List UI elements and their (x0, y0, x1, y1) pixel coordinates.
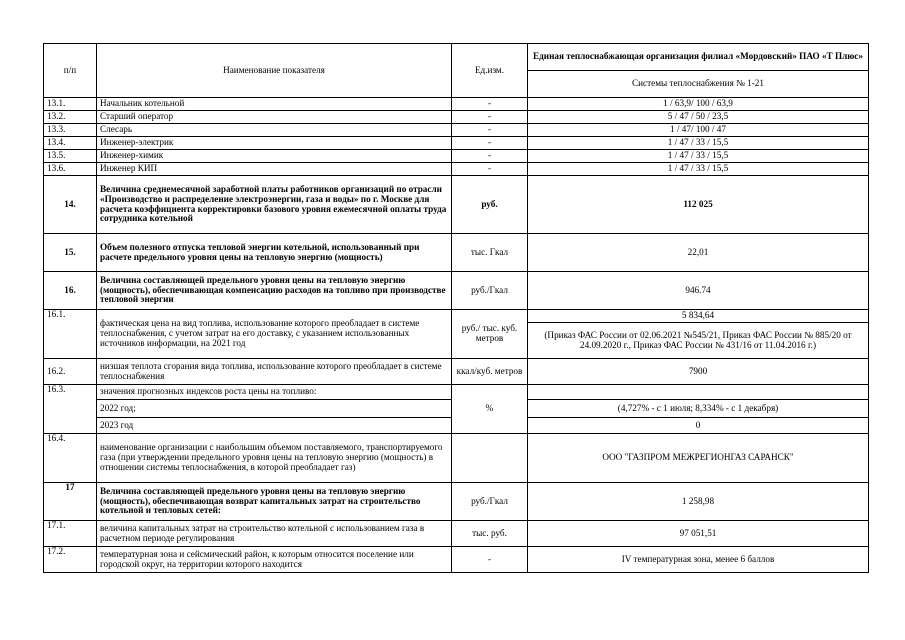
table-row (44, 310, 869, 323)
row-name: Начальник котельной (97, 98, 452, 111)
table-row (44, 434, 869, 483)
table-row (44, 483, 869, 521)
row-unit: - (452, 124, 528, 137)
table-row (44, 111, 869, 124)
row-value: 5 834,64 (528, 310, 869, 323)
row-unit: тыс. руб. (452, 521, 528, 547)
row-unit: - (452, 98, 528, 111)
row-unit: - (452, 150, 528, 163)
header-row (44, 44, 869, 71)
row-value-note: (Приказ ФАС России от 02.06.2021 №545/21, Приказ ФАС России № 885/20 от 24.09.2020 г., Приказ ФАС России № 431/16 от 11.04.2016 г.) (528, 323, 869, 359)
row-num: 16.3. (44, 385, 97, 434)
row-unit: - (452, 547, 528, 573)
table-row (44, 359, 869, 385)
row-value: 1 / 47 / 33 / 15,5 (528, 150, 869, 163)
row-num: 16.1. (44, 310, 97, 359)
row-name: величина капитальных затрат на строительство котельной с использованием газа в расчетном периоде регулирования (97, 521, 452, 547)
row-value: 22,01 (528, 234, 869, 272)
row-name: фактическая цена на вид топлива, использование которого преобладает в системе теплоснабжения, с учетом затрат на его доставку, с указанием использованных источников информации, на 2021 год (97, 310, 452, 359)
row-num: 13.5. (44, 150, 97, 163)
row-unit: руб./Гкал (452, 272, 528, 310)
row-value: 0 (528, 418, 869, 434)
table-row (44, 137, 869, 150)
row-value: 112 025 (528, 176, 869, 234)
row-name: Инженер-электрик (97, 137, 452, 150)
row-name: 2022 год; (97, 400, 452, 418)
row-name: Старший оператор (97, 111, 452, 124)
row-unit: ккал/куб. метров (452, 359, 528, 385)
table-row (44, 98, 869, 111)
table-row (44, 547, 869, 573)
row-name: Величина среднемесячной заработной платы работников организаций по отрасли «Производство и распределение электроэнергии, газа и воды» по г. Москве для расчета коэффициента корректировки базового уровня ежемесячной оплаты труда сотрудника котельной (97, 176, 452, 234)
row-unit: - (452, 163, 528, 176)
row-num: 17.2. (44, 547, 97, 573)
row-num: 16.2. (44, 359, 97, 385)
row-unit: руб./Гкал (452, 483, 528, 521)
row-num: 13.2. (44, 111, 97, 124)
row-num: 16.4. (44, 434, 97, 483)
row-num: 13.1. (44, 98, 97, 111)
row-name: наименование организации с наибольшим объемом поставляемого, транспортируемого газа (при утверждении предельного уровня цены на тепловую энергию (мощность) в отношении системы теплоснабжения, в которой преобладает газ) (97, 434, 452, 483)
row-num: 16. (44, 272, 97, 310)
table-row (44, 176, 869, 234)
header-organization: Единая теплоснабжающая организация филиал «Мордовский» ПАО «Т Плюс» (528, 44, 869, 71)
row-value: 97 051,51 (528, 521, 869, 547)
row-unit: руб. (452, 176, 528, 234)
row-name: Инженер КИП (97, 163, 452, 176)
header-systems: Системы теплоснабжения № 1-21 (528, 71, 869, 98)
table-row (44, 521, 869, 547)
header-name: Наименование показателя (97, 44, 452, 98)
row-value: 1 258,98 (528, 483, 869, 521)
row-name: значения прогнозных индексов роста цены на топливо: (97, 385, 452, 400)
row-value: 1 / 63,9/ 100 / 63,9 (528, 98, 869, 111)
row-value: 5 / 47 / 50 / 23,5 (528, 111, 869, 124)
row-num: 17.1. (44, 521, 97, 547)
table-row (44, 163, 869, 176)
header-unit: Ед.изм. (452, 44, 528, 98)
row-num: 13.6. (44, 163, 97, 176)
table-row (44, 124, 869, 137)
row-value: 7900 (528, 359, 869, 385)
row-num: 13.3. (44, 124, 97, 137)
row-value: 1 / 47 / 33 / 15,5 (528, 137, 869, 150)
row-unit: - (452, 111, 528, 124)
row-name: Слесарь (97, 124, 452, 137)
row-value: ООО "ГАЗПРОМ МЕЖРЕГИОНГАЗ САРАНСК" (528, 434, 869, 483)
row-unit: руб./ тыс. куб. метров (452, 310, 528, 359)
row-name: температурная зона и сейсмический район, к которым относится поселение или городской округ, на территории которого находится (97, 547, 452, 573)
tariff-parameters-table (43, 43, 869, 573)
row-name: Объем полезного отпуска тепловой энергии котельной, использованный при расчете предельного уровня цены на тепловую энергию (мощность) (97, 234, 452, 272)
row-num: 14. (44, 176, 97, 234)
row-unit: - (452, 137, 528, 150)
row-value: 1 / 47/ 100 / 47 (528, 124, 869, 137)
row-name: Величина составляющей предельного уровня цены на тепловую энергию (мощность), обеспечивающая компенсацию расходов на топливо при производстве тепловой энергии (97, 272, 452, 310)
row-num: 17 (44, 483, 97, 521)
row-name: низшая теплота сгорания вида топлива, использование которого преобладает в системе теплоснабжения (97, 359, 452, 385)
table-row (44, 150, 869, 163)
table-row (44, 272, 869, 310)
header-num: п/п (44, 44, 97, 98)
row-unit: % (452, 385, 528, 434)
row-value: (4,727% - с 1 июля; 8,334% - с 1 декабря) (528, 400, 869, 418)
row-value: IV температурная зона, менее 6 баллов (528, 547, 869, 573)
table-row (44, 385, 869, 400)
table-row (44, 234, 869, 272)
row-name: 2023 год (97, 418, 452, 434)
row-unit (452, 434, 528, 483)
row-value: 946.74 (528, 272, 869, 310)
row-value (528, 385, 869, 400)
row-num: 15. (44, 234, 97, 272)
row-unit: тыс. Гкал (452, 234, 528, 272)
row-value: 1 / 47 / 33 / 15,5 (528, 163, 869, 176)
row-name: Величина составляющей предельного уровня цены на тепловую энергию (мощность), обеспечивающая возврат капитальных затрат на строительство котельной и тепловых сетей: (97, 483, 452, 521)
row-num: 13.4. (44, 137, 97, 150)
row-name: Инженер-химик (97, 150, 452, 163)
